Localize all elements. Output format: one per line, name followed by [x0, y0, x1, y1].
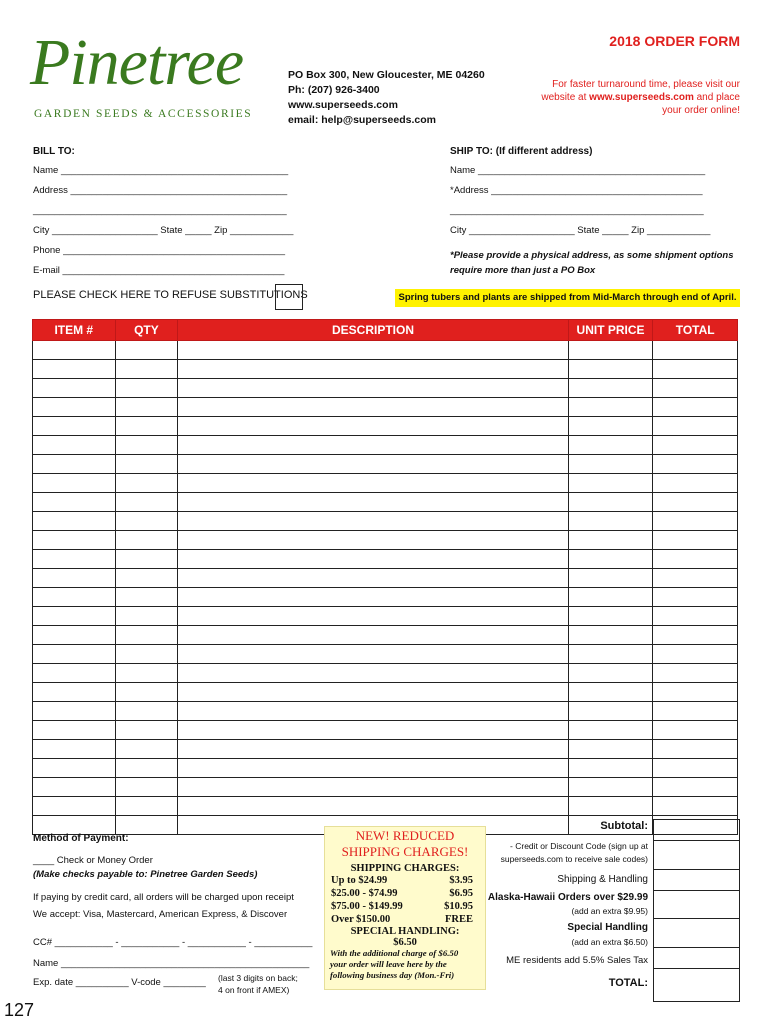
- check-option[interactable]: ____ Check or Money Order: [33, 855, 153, 866]
- table-row: [33, 379, 738, 398]
- special-handling-title: SPECIAL HANDLING:: [350, 926, 460, 937]
- table-row: [33, 683, 738, 702]
- email-line: email: help@superseeds.com: [288, 114, 436, 126]
- phone-line: Ph: (207) 926-3400: [288, 84, 380, 96]
- sales-tax-box[interactable]: [653, 947, 740, 969]
- discount-code-note: [501, 840, 648, 866]
- unit-price-cell[interactable]: [568, 379, 653, 398]
- total-cell[interactable]: [653, 683, 738, 702]
- website-line: www.superseeds.com: [288, 99, 398, 111]
- bill-to-heading: BILL TO:: [33, 146, 75, 157]
- unit-price-cell[interactable]: [568, 550, 653, 569]
- rate-price: $6.95: [449, 888, 473, 899]
- rate-range: $25.00 - $74.99: [331, 888, 398, 899]
- special-handling-note: [325, 948, 485, 981]
- description-cell[interactable]: [178, 702, 568, 721]
- total-cell[interactable]: [653, 341, 738, 360]
- qty-cell[interactable]: [115, 778, 178, 797]
- item-cell[interactable]: [33, 683, 116, 702]
- qty-cell[interactable]: [115, 474, 178, 493]
- item-cell[interactable]: [33, 398, 116, 417]
- sales-tax-label: ME residents add 5.5% Sales Tax: [506, 955, 648, 966]
- qty-cell[interactable]: [115, 550, 178, 569]
- qty-cell[interactable]: [115, 797, 178, 816]
- unit-price-cell[interactable]: [568, 569, 653, 588]
- item-cell[interactable]: [33, 797, 116, 816]
- ship-address-line2-field[interactable]: ________________________________________________: [450, 205, 704, 216]
- total-cell[interactable]: [653, 702, 738, 721]
- qty-cell[interactable]: [115, 759, 178, 778]
- unit-price-cell[interactable]: [568, 778, 653, 797]
- rate-range: $75.00 - $149.99: [331, 901, 403, 912]
- rate-price: $10.95: [444, 901, 473, 912]
- special-handling-price: $6.50: [393, 937, 417, 948]
- alaska-hawaii-box[interactable]: [653, 890, 740, 919]
- qty-cell[interactable]: [115, 626, 178, 645]
- description-cell[interactable]: [178, 626, 568, 645]
- discount-box[interactable]: [653, 840, 740, 870]
- qty-cell[interactable]: [115, 683, 178, 702]
- qty-cell[interactable]: [115, 417, 178, 436]
- total-cell[interactable]: [653, 626, 738, 645]
- description-cell[interactable]: [178, 493, 568, 512]
- rate-range: Over $150.00: [331, 914, 391, 925]
- item-cell[interactable]: [33, 436, 116, 455]
- unit-price-cell[interactable]: [568, 626, 653, 645]
- item-cell[interactable]: [33, 721, 116, 740]
- order-items-body: [33, 341, 738, 835]
- qty-cell[interactable]: [115, 702, 178, 721]
- item-cell[interactable]: [33, 607, 116, 626]
- description-cell[interactable]: [178, 417, 568, 436]
- qty-cell[interactable]: [115, 493, 178, 512]
- table-row: [33, 341, 738, 360]
- spring-shipping-notice: Spring tubers and plants are shipped from Mid-March through end of April.: [395, 289, 740, 307]
- discount-note-line: - Credit or Discount Code (sign up at: [510, 841, 648, 851]
- total-cell[interactable]: [653, 778, 738, 797]
- logo-wordmark: Pinetree: [30, 26, 244, 99]
- item-cell[interactable]: [33, 664, 116, 683]
- total-cell[interactable]: [653, 493, 738, 512]
- alaska-hawaii-note: (add an extra $9.95): [571, 906, 648, 916]
- bill-city-state-zip-field[interactable]: City ____________________ State _____ Zip ____________: [33, 225, 294, 236]
- qty-cell[interactable]: [115, 607, 178, 626]
- total-label: TOTAL:: [608, 977, 648, 989]
- po-box-note: [450, 248, 734, 278]
- table-row: [33, 360, 738, 379]
- table-row: [33, 493, 738, 512]
- po-box-note-line: require more than just a PO Box: [450, 265, 596, 276]
- total-cell[interactable]: [653, 664, 738, 683]
- table-row: [33, 512, 738, 531]
- table-row: [33, 474, 738, 493]
- col-header-qty: QTY: [115, 320, 178, 341]
- table-row: [33, 607, 738, 626]
- total-cell[interactable]: [653, 569, 738, 588]
- description-cell[interactable]: [178, 607, 568, 626]
- description-cell[interactable]: [178, 721, 568, 740]
- total-cell[interactable]: [653, 759, 738, 778]
- shipping-rate-list: [325, 874, 485, 926]
- table-row: [33, 797, 738, 816]
- item-cell[interactable]: [33, 645, 116, 664]
- online-note-line: For faster turnaround time, please visit our: [552, 79, 740, 90]
- unit-price-cell[interactable]: [568, 512, 653, 531]
- unit-price-cell[interactable]: [568, 360, 653, 379]
- alaska-hawaii-label: Alaska-Hawaii Orders over $29.99: [487, 892, 648, 903]
- bill-address-field[interactable]: Address _________________________________________: [33, 185, 288, 196]
- total-cell[interactable]: [653, 417, 738, 436]
- total-cell[interactable]: [653, 607, 738, 626]
- qty-cell[interactable]: [115, 398, 178, 417]
- item-cell[interactable]: [33, 626, 116, 645]
- bill-phone-field[interactable]: Phone __________________________________________: [33, 245, 286, 256]
- promo-headline-1: NEW! REDUCED: [355, 828, 455, 843]
- unit-price-cell[interactable]: [568, 797, 653, 816]
- special-handling-label: Special Handling: [567, 922, 648, 933]
- unit-price-cell[interactable]: [568, 474, 653, 493]
- bill-address-line2-field[interactable]: ________________________________________________: [33, 205, 287, 216]
- bill-name-field[interactable]: Name ___________________________________________: [33, 165, 289, 176]
- table-row: [33, 626, 738, 645]
- table-row: [33, 721, 738, 740]
- description-cell[interactable]: [178, 531, 568, 550]
- unit-price-cell[interactable]: [568, 398, 653, 417]
- shipping-rate-row: [331, 887, 473, 900]
- online-note-line: [520, 91, 740, 104]
- ship-name-field[interactable]: Name ___________________________________________: [450, 165, 706, 176]
- description-cell[interactable]: [178, 645, 568, 664]
- total-cell[interactable]: [653, 512, 738, 531]
- total-cell[interactable]: [653, 797, 738, 816]
- qty-cell[interactable]: [115, 721, 178, 740]
- special-note-line: following business day (Mon.-Fri): [330, 970, 455, 980]
- shipping-handling-label: Shipping & Handling: [557, 874, 648, 885]
- total-cell[interactable]: [653, 436, 738, 455]
- qty-cell[interactable]: [115, 341, 178, 360]
- description-cell[interactable]: [178, 436, 568, 455]
- item-cell[interactable]: [33, 531, 116, 550]
- cardholder-name-field[interactable]: Name _______________________________________________: [33, 958, 310, 969]
- bill-email-field[interactable]: E-mail __________________________________________: [33, 265, 285, 276]
- table-row: [33, 778, 738, 797]
- table-row: [33, 455, 738, 474]
- table-row: [33, 759, 738, 778]
- expiration-vcode-field[interactable]: Exp. date __________ V-code ________: [33, 977, 206, 988]
- discount-note-line: superseeds.com to receive sale codes): [500, 854, 648, 864]
- unit-price-cell[interactable]: [568, 664, 653, 683]
- item-cell[interactable]: [33, 360, 116, 379]
- unit-price-cell[interactable]: [568, 588, 653, 607]
- total-cell[interactable]: [653, 721, 738, 740]
- table-row: [33, 702, 738, 721]
- rate-price: $3.95: [449, 875, 473, 886]
- qty-cell[interactable]: [115, 436, 178, 455]
- unit-price-cell[interactable]: [568, 683, 653, 702]
- subtotal-label: Subtotal:: [600, 820, 648, 832]
- unit-price-cell[interactable]: [568, 531, 653, 550]
- unit-price-cell[interactable]: [568, 455, 653, 474]
- item-cell[interactable]: [33, 816, 116, 835]
- table-row: [33, 417, 738, 436]
- description-cell[interactable]: [178, 550, 568, 569]
- table-row: [33, 740, 738, 759]
- unit-price-cell[interactable]: [568, 436, 653, 455]
- total-cell[interactable]: [653, 360, 738, 379]
- item-cell[interactable]: [33, 759, 116, 778]
- card-number-field[interactable]: CC# ___________ - ___________ - ___________ - ___________: [33, 937, 313, 948]
- description-cell[interactable]: [178, 474, 568, 493]
- address-line: PO Box 300, New Gloucester, ME 04260: [288, 69, 485, 81]
- item-cell[interactable]: [33, 778, 116, 797]
- online-note-text: website at: [541, 92, 590, 103]
- vcode-note: [218, 972, 298, 996]
- item-cell[interactable]: [33, 512, 116, 531]
- ship-city-state-zip-field[interactable]: City ____________________ State _____ Zip ____________: [450, 225, 711, 236]
- description-cell[interactable]: [178, 569, 568, 588]
- item-cell[interactable]: [33, 455, 116, 474]
- total-cell[interactable]: [653, 588, 738, 607]
- table-row: [33, 664, 738, 683]
- shipping-promo-box: [324, 826, 486, 990]
- description-cell[interactable]: [178, 398, 568, 417]
- total-cell[interactable]: [653, 740, 738, 759]
- form-title: 2018 ORDER FORM: [609, 33, 740, 49]
- logo-tagline: GARDEN SEEDS & ACCESSORIES: [34, 108, 253, 120]
- vcode-note-line: (last 3 digits on back;: [218, 973, 298, 983]
- special-handling-note: (add an extra $6.50): [571, 937, 648, 947]
- online-order-note: [520, 78, 740, 117]
- qty-cell[interactable]: [115, 645, 178, 664]
- shipping-rate-row: [331, 900, 473, 913]
- payment-heading: Method of Payment:: [33, 833, 129, 844]
- total-cell[interactable]: [653, 645, 738, 664]
- table-row: [33, 550, 738, 569]
- qty-cell[interactable]: [115, 360, 178, 379]
- item-cell[interactable]: [33, 417, 116, 436]
- unit-price-cell[interactable]: [568, 607, 653, 626]
- special-handling-box[interactable]: [653, 918, 740, 948]
- website-link[interactable]: www.superseeds.com: [589, 92, 694, 103]
- description-cell[interactable]: [178, 683, 568, 702]
- item-cell[interactable]: [33, 474, 116, 493]
- item-cell[interactable]: [33, 379, 116, 398]
- item-cell[interactable]: [33, 550, 116, 569]
- col-header-description: DESCRIPTION: [178, 320, 568, 341]
- accepted-cards-note: We accept: Visa, Mastercard, American Express, & Discover: [33, 909, 288, 920]
- total-cell[interactable]: [653, 379, 738, 398]
- shipping-rate-row: [331, 874, 473, 887]
- ship-address-field[interactable]: *Address ________________________________________: [450, 185, 703, 196]
- qty-cell[interactable]: [115, 455, 178, 474]
- page-number: 127: [4, 1000, 35, 1020]
- online-note-line: your order online!: [662, 105, 740, 116]
- po-box-note-line: *Please provide a physical address, as some shipment options: [450, 250, 734, 261]
- col-header-item: ITEM #: [33, 320, 116, 341]
- total-cell[interactable]: [653, 474, 738, 493]
- qty-cell[interactable]: [115, 379, 178, 398]
- qty-cell[interactable]: [115, 512, 178, 531]
- qty-cell[interactable]: [115, 664, 178, 683]
- description-cell[interactable]: [178, 740, 568, 759]
- table-header-row: [33, 320, 738, 341]
- description-cell[interactable]: [178, 588, 568, 607]
- unit-price-cell[interactable]: [568, 740, 653, 759]
- total-cell[interactable]: [653, 455, 738, 474]
- description-cell[interactable]: [178, 341, 568, 360]
- unit-price-cell[interactable]: [568, 417, 653, 436]
- total-cell[interactable]: [653, 531, 738, 550]
- promo-headline-2: SHIPPING CHARGES!: [341, 844, 469, 859]
- total-cell[interactable]: [653, 550, 738, 569]
- unit-price-cell[interactable]: [568, 493, 653, 512]
- unit-price-cell[interactable]: [568, 759, 653, 778]
- unit-price-cell[interactable]: [568, 645, 653, 664]
- item-cell[interactable]: [33, 588, 116, 607]
- col-header-unit-price: UNIT PRICE: [568, 320, 653, 341]
- item-cell[interactable]: [33, 702, 116, 721]
- online-note-text: and place: [693, 92, 740, 103]
- table-row: [33, 531, 738, 550]
- order-items-table: [32, 319, 738, 835]
- refuse-substitutions-label: PLEASE CHECK HERE TO REFUSE SUBSTITUTIONS: [33, 289, 308, 301]
- payable-note: (Make checks payable to: Pinetree Garden Seeds): [33, 869, 258, 880]
- unit-price-cell[interactable]: [568, 341, 653, 360]
- unit-price-cell[interactable]: [568, 721, 653, 740]
- rate-price: FREE: [444, 914, 473, 925]
- description-cell[interactable]: [178, 797, 568, 816]
- table-row: [33, 569, 738, 588]
- item-cell[interactable]: [33, 740, 116, 759]
- total-cell[interactable]: [653, 398, 738, 417]
- credit-card-note: If paying by credit card, all orders will be charged upon receipt: [33, 892, 294, 903]
- qty-cell[interactable]: [115, 740, 178, 759]
- subtotal-box[interactable]: [653, 819, 740, 841]
- company-address: [288, 68, 485, 128]
- qty-cell[interactable]: [115, 531, 178, 550]
- vcode-note-line: 4 on front if AMEX): [218, 985, 290, 995]
- item-cell[interactable]: [33, 341, 116, 360]
- description-cell[interactable]: [178, 455, 568, 474]
- shipping-rate-row: [331, 913, 473, 926]
- description-cell[interactable]: [178, 664, 568, 683]
- qty-cell[interactable]: [115, 569, 178, 588]
- qty-cell[interactable]: [115, 816, 178, 835]
- table-row: [33, 398, 738, 417]
- shipping-box[interactable]: [653, 869, 740, 891]
- unit-price-cell[interactable]: [568, 702, 653, 721]
- table-row: [33, 588, 738, 607]
- ship-to-heading: SHIP TO: (If different address): [450, 146, 593, 157]
- qty-cell[interactable]: [115, 588, 178, 607]
- item-cell[interactable]: [33, 493, 116, 512]
- item-cell[interactable]: [33, 569, 116, 588]
- shipping-charges-title: SHIPPING CHARGES:: [350, 863, 460, 874]
- description-cell[interactable]: [178, 759, 568, 778]
- table-row: [33, 436, 738, 455]
- special-note-line: With the additional charge of $6.50: [330, 948, 459, 958]
- description-cell[interactable]: [178, 360, 568, 379]
- description-cell[interactable]: [178, 778, 568, 797]
- description-cell[interactable]: [178, 512, 568, 531]
- special-note-line: your order will leave here by the: [330, 959, 447, 969]
- rate-range: Up to $24.99: [331, 875, 388, 886]
- description-cell[interactable]: [178, 379, 568, 398]
- table-row: [33, 645, 738, 664]
- col-header-total: TOTAL: [653, 320, 738, 341]
- total-box[interactable]: [653, 968, 740, 1002]
- refuse-substitutions-checkbox[interactable]: [275, 284, 303, 310]
